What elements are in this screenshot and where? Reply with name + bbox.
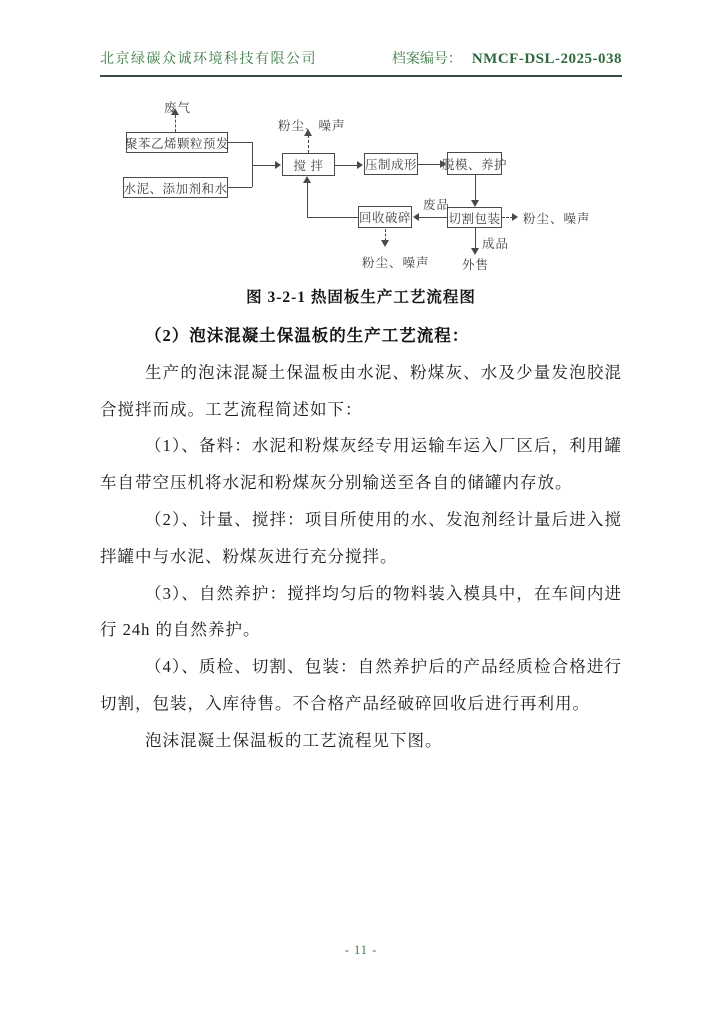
flow-line — [228, 187, 252, 188]
flow-line — [475, 228, 476, 249]
flow-label-dust-noise-right: 粉尘、噪声 — [523, 212, 591, 226]
flow-box-cement-additives-water: 水泥、添加剂和水 — [123, 177, 228, 198]
flow-line — [307, 217, 358, 218]
flow-box-demold-curing: 脱模、养护 — [447, 152, 502, 175]
arrowhead-up — [304, 129, 312, 136]
paragraph-closing: 泡沫混凝土保温板的工艺流程见下图。 — [145, 730, 443, 750]
arrowhead-down — [471, 248, 479, 255]
flow-box-press-forming: 压制成形 — [364, 153, 418, 175]
arrowhead-down — [381, 240, 389, 247]
flow-line — [419, 217, 447, 218]
flow-box-mixing: 搅 拌 — [282, 153, 335, 176]
flow-label-dust-noise-bottom: 粉尘、噪声 — [362, 256, 430, 270]
header-company-name: 北京绿碳众诚环境科技有限公司 — [100, 52, 317, 67]
paragraph-step-1: （1）、备料：水泥和粉煤灰经专用运输车运入厂区后，利用罐车自带空压机将水泥和粉煤灰分别输送至各自的储罐内存放。 — [100, 436, 622, 493]
flow-line — [475, 175, 476, 201]
flow-label-dust-noise-top: 粉尘、噪声 — [278, 119, 346, 133]
flow-line — [307, 182, 308, 217]
arrowhead-up — [303, 176, 311, 183]
arrowhead-up — [171, 108, 179, 115]
flow-line — [308, 135, 309, 153]
flow-box-cutting-packaging: 切割包装 — [447, 207, 502, 228]
archive-label: 档案编号： — [391, 52, 462, 67]
figure-caption: 图 3-2-1 热固板生产工艺流程图 — [246, 289, 476, 306]
arrowhead-down — [471, 200, 479, 207]
arrowhead-right — [440, 160, 446, 168]
flow-box-recycle-crushing: 回收破碎 — [358, 206, 412, 228]
flow-box-polystyrene-preexpansion: 聚苯乙烯颗粒预发 — [126, 132, 228, 153]
flow-label-scrap: 废品 — [423, 198, 451, 212]
page-number: - 11 - — [344, 943, 378, 957]
paragraph-step-2: （2）、计量、搅拌：项目所使用的水、发泡剂经计量后进入搅拌罐中与水泥、粉煤灰进行充分搅拌。 — [100, 509, 622, 566]
archive-number: NMCF-DSL-2025-038 — [471, 51, 622, 67]
flow-line — [252, 165, 276, 166]
page-header — [100, 48, 622, 77]
paragraph-step-3: （3）、自然养护：搅拌均匀后的物料装入模具中，在车间内进行 24h 的自然养护。 — [100, 583, 622, 640]
flow-line — [335, 165, 358, 166]
arrowhead-right — [275, 161, 281, 169]
process-flowchart — [95, 88, 655, 283]
flow-label-finished-product: 成品 — [482, 237, 510, 251]
body-content — [100, 318, 622, 760]
arrowhead-right — [512, 213, 518, 221]
header-archive — [392, 48, 622, 68]
page-footer — [100, 943, 622, 958]
paragraph-intro: 生产的泡沫混凝土保温板由水泥、粉煤灰、水及少量发泡胶混合搅拌而成。工艺流程简述如下： — [100, 362, 622, 419]
flow-line — [418, 164, 441, 165]
paragraph-step-4: （4）、质检、切割、包装：自然养护后的产品经质检合格进行切割，包装，入库待售。不合格产品经破碎回收后进行再利用。 — [100, 657, 622, 713]
arrowhead-left — [413, 213, 419, 221]
flow-label-waste-gas: 废气 — [164, 101, 192, 115]
flow-line — [228, 142, 252, 143]
arrowhead-right — [357, 161, 363, 169]
flow-label-external-sale: 外售 — [462, 258, 490, 272]
section-heading: （2）泡沫混凝土保温板的生产工艺流程： — [145, 326, 470, 345]
flow-line — [175, 115, 176, 132]
